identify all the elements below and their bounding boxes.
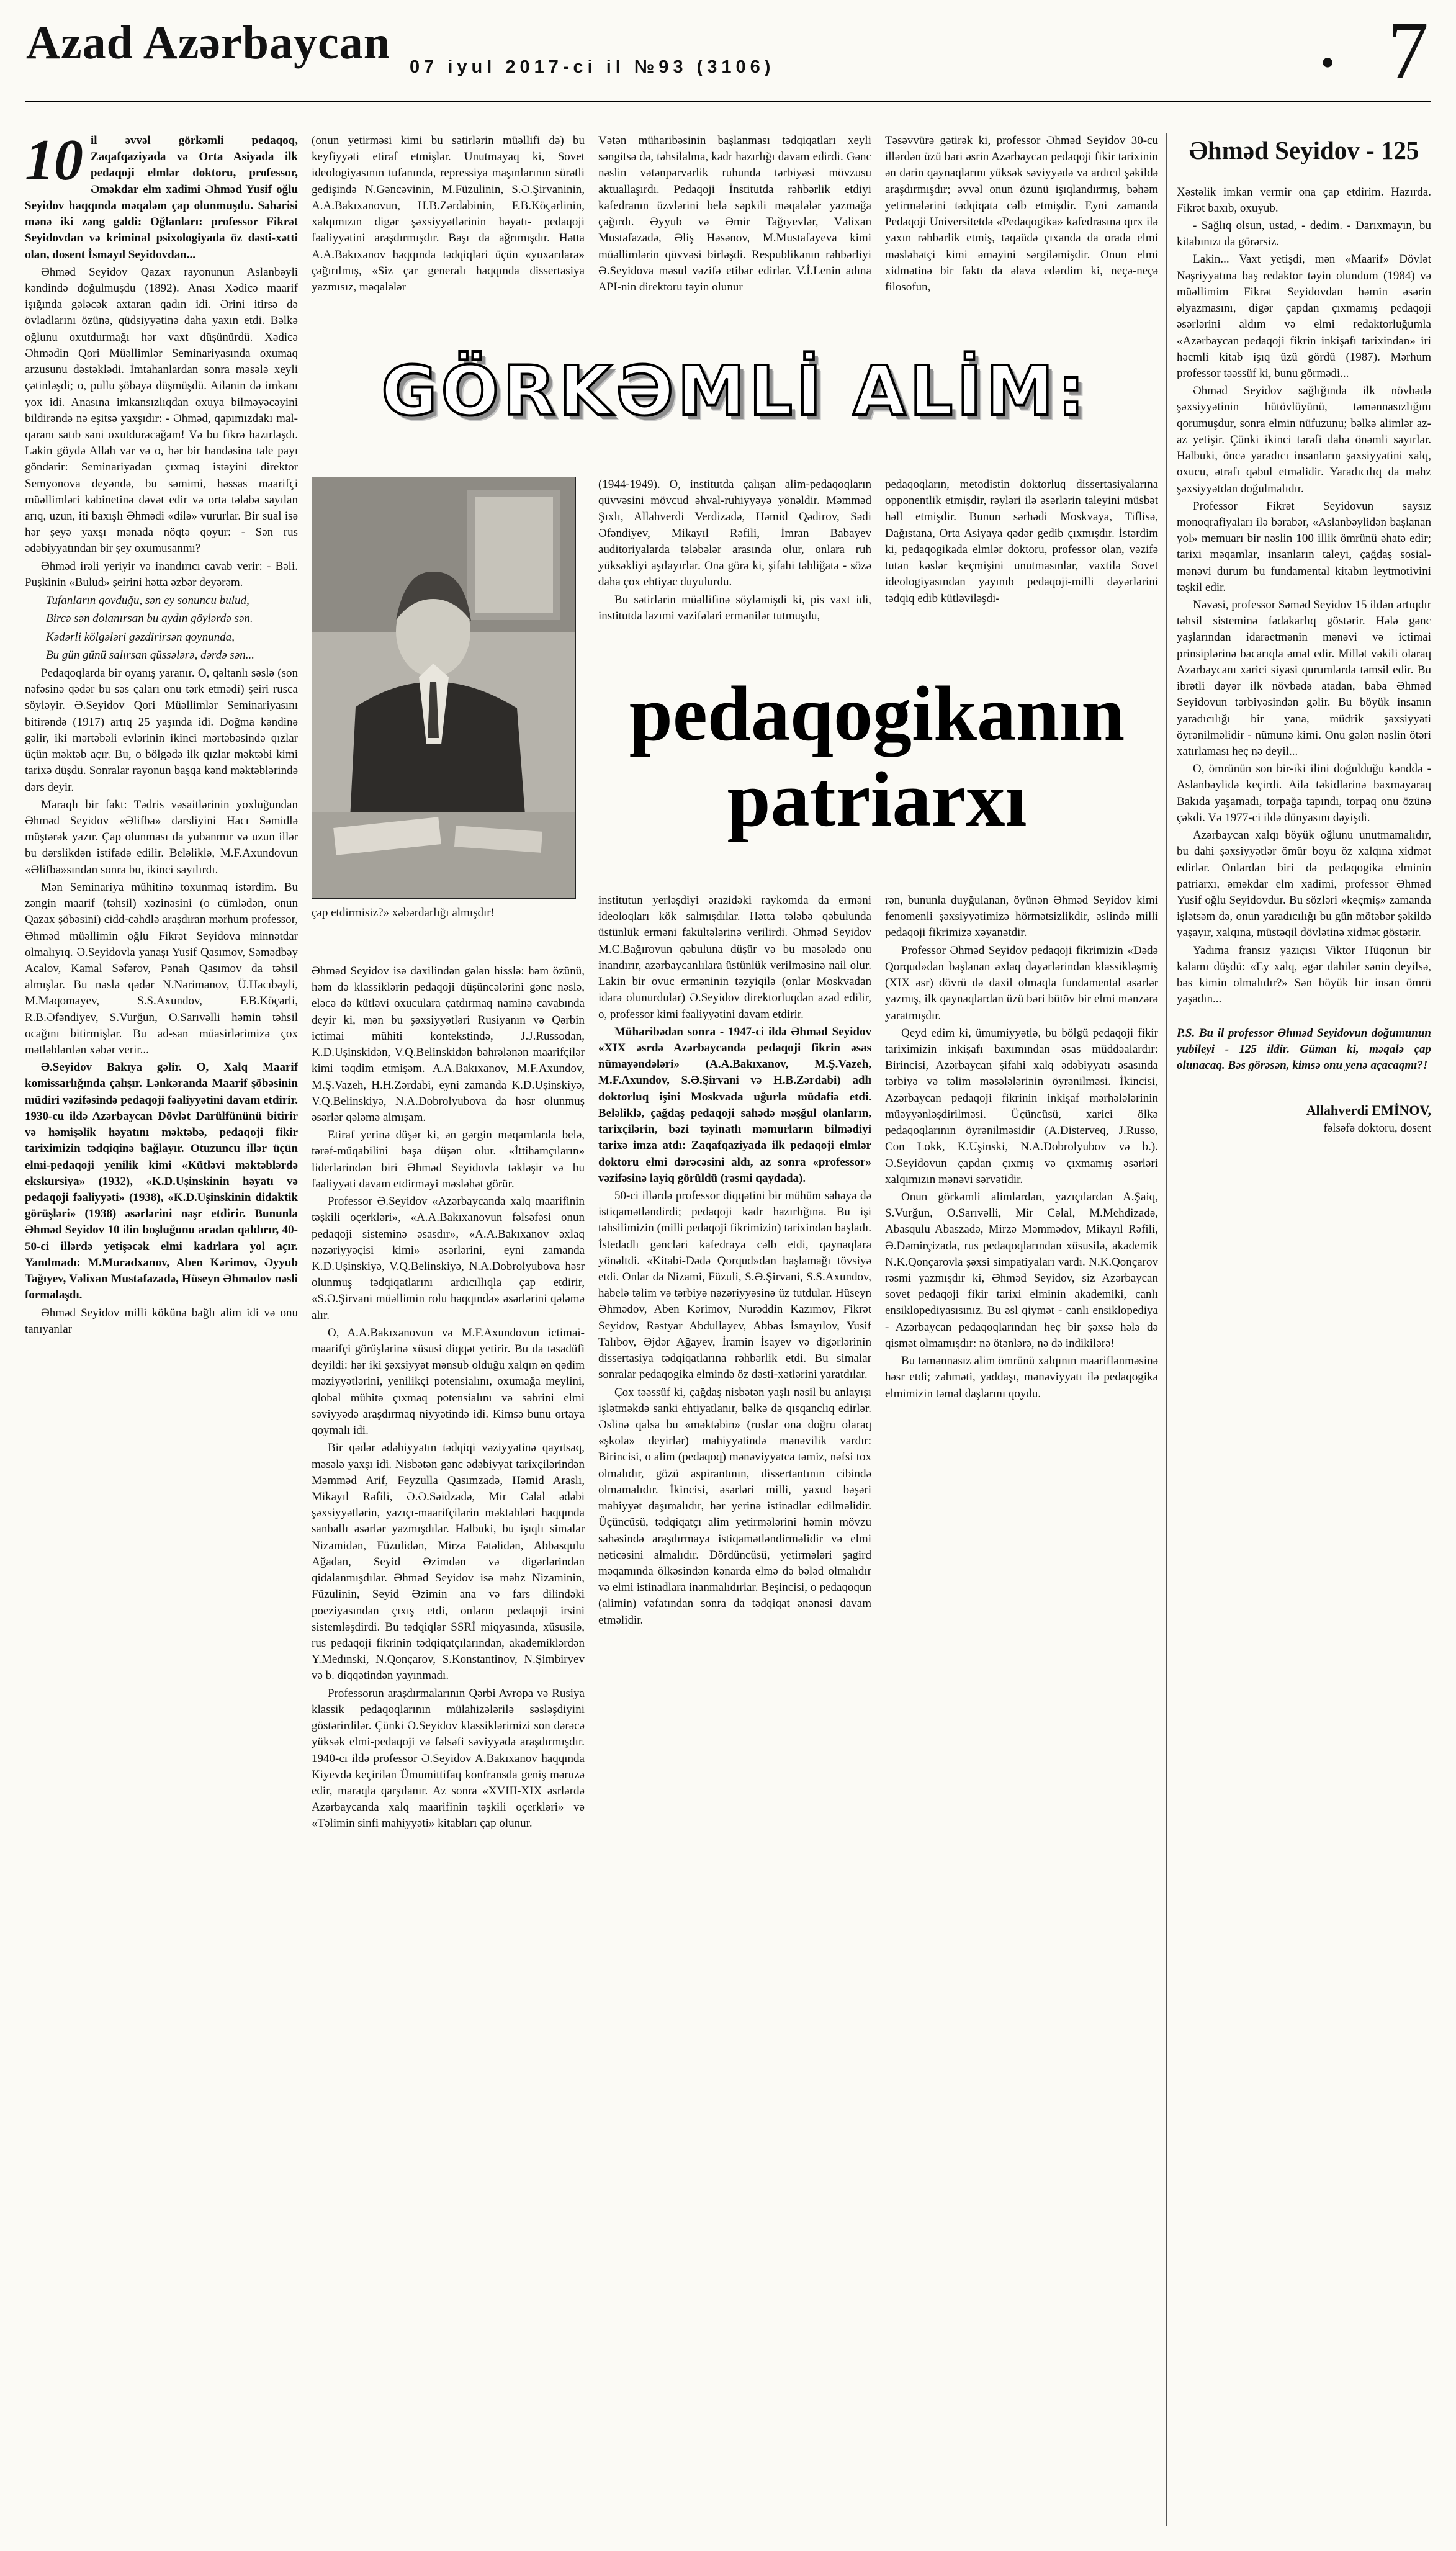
headline-line-2: patriarxı <box>727 757 1027 843</box>
paragraph: Əhməd Seyidov sağlığında ilk növbədə şəxsiyyətinin bütövlüyünü, təmənnasızlığını qorumuşdur, sonra elmin nüfuzunu; bəlkə alimlər az-az yetişir. Çünki ikinci tərəfi daha önəmli sayırlar. Halbuki, öncə yaradıcı insanların şəxsiyyətini xalq, oxucu, ətrafı qəbul etməlidir. Yaradıcılıq da məhz şəxsiyyətdən doğulmalıdır. <box>1177 384 1431 495</box>
paragraph: pedaqoqların, metodistin doktorluq dissertasiyalarına opponentlik etmişdir, rəyləri ilə əsərlərin taleyini müsbət həll etmişdir. Bunun sərhədi Moskvaya, Tiflisə, Dağıstana, Orta Asiyaya qədər gedib çıxmışdır. İstərdim ki, pedaqogikada elmlər doktoru, professor olan, vəzifə tutan kəslər keçmişini unutmasınlar, vaxtilə Sovet ideologiyasından yayınıb pedaqoji-milli dəyərlərini tədqiq edib kütləviləşdi- <box>885 478 1158 605</box>
paragraph: - Sağlıq olsun, ustad, - dedim. - Darıxmayın, bu kitabınızı da görərsiz. <box>1177 219 1431 249</box>
paragraph: (1944-1949). O, institutda çalışan alim-pedaqoqların qüvvəsini mövcud əhval-ruhiyyəyə yönəldir. Məmməd Şıxlı, Allahverdi Verdizadə, Həmid Qədirov, Sədi Əfəndiyev, Mikayıl Rəfili, İmran Babayev auditoriyalarda tələbələr arasında olur, onlara ruh yüksəkliyi aşılayırlar. Ona görə ki, şifahi təbliğata - sözə daha çox ehtiyac duyulurdu. <box>598 478 871 589</box>
paragraph: Professorun araşdırmalarının Qərbi Avropa və Rusiya klassik pedaqoqlarının mülahizələrilə səsləşdiyini göstərirdilər. Çünki Ə.Seyidov klassiklərimizi son dərəcə yüksək elmi-pedaqoji və fəlsəfi səviyyədə araşdırmışdır. 1940-cı ildə professor Ə.Seyidov A.Bakıxanov haqqında Kiyevdə keçirilən Ümumittifaq konfransda geniş məruzə edir, maraqla qarşılanır. Az sonra «XVIII-XIX əsrlərdə Azərbaycanda xalq maarifinin təşkili oçerkləri» və «Təlimin sinfi mahiyyəti» kitabları çap olunur. <box>312 1686 585 1830</box>
author-name: Allahverdi EMİNOV, <box>1306 1102 1431 1118</box>
text-column-3-middle <box>598 477 871 667</box>
paragraph: Tufanların qovduğu, sən ey sonuncu bulud, <box>46 594 249 608</box>
paragraph: Çox təəssüf ki, çağdaş nisbətən yaşlı nəsil bu anlayışı işlətməkdə sanki ehtiyatlanır, bəlkə də qısqanclıq edirlər. Əslinə qalsa bu «məktəbin» (ruslar ona doğru olaraq «şkola» deyirlər) mahiyyətində mənəvilik vardır: Birincisi, o alim (pedaqoq) mənəviyyatca təmiz, nəfsi tox olmalıdır, gözü aspirantının, dissertantının cibində olmamalıdır. İkincisi, əsərləri milli, yaxud bəşəri mahiyyət daşımalıdır, hər yerinə istinadlar edilməlidir. Üçüncüsü, tədqiqatçı alim yetirmələrini həmin mövzu sahəsində araşdırmaya istiqamətləndirməlidir və elmi nəticəsini almalıdır. Dördüncüsü, yetirmələri şagird məqamında ölkəsindən kənarda elmə də bələd olmalıdır və elmi istinadlara inanmalıdırlar. Beşincisi, o pedaqoqun (alimin) vəfatından sonra da tədqiqat ənənəsi davam etməlidir. <box>598 1385 871 1627</box>
paragraph: rən, bununla duyğulanan, öyünən Əhməd Seyidov kimi fenomenli şəxsiyyətimizə hörmətsizlikdir, əslində milli pedaqoji fikrimizə xəyanətdir. <box>885 894 1158 940</box>
paragraph: Vətən müharibəsinin başlanması tədqiqatları xeyli səngitsə də, təhsilalma, kadr hazırlığı davam edirdi. Gənc nəslin vətənpərvərlik ruhunda tərbiyəsi mövzusu aktuallaşırdı. Pedaqoji İnstitutda rəhbərlik etdiyi kafedranın üzvlərini belə səpkili məqalələr yazmağa çağırdı. Əyyub və Əmir Tağıyevlər, Vəlixan Mustafazadə, Əliş Həsənov, M.Mustafayeva kimi müəllimlərin qüvvəsi birləşdi. Respublikanın rəhbərliyi Ə.Seyidova məsul vəzifə etibar edirlər. V.İ.Lenin adına API-nin direktoru təyin olunur <box>598 134 871 294</box>
paragraph: (onun yetirməsi kimi bu sətirlərin müəllifi də) bu keyfiyyəti etiraf etmişlər. Unutmayaq ki, Sovet ideologiyasının tufanında, repressiya maşınlarının sürətli gedişində N.Gəncəvinin, M.Füzulinin, S.Ə.Şirvaninin, A.A.Bakıxanovun, H.B.Zərdabinin, F.B.Köçərlinin, xalqımızın digər şəxsiyyətlərinin həyatı- pedaqoji fəaliyyətini araşdırmışdır. Başı da ağrımışdır. Hətta A.A.Bakıxanov haqqında tədqiqləri üçün «yuxarılara» çağırılmış, «Siz çar generalı haqqında dissertasiya yazmısız, məqalələr <box>312 134 585 294</box>
paragraph: Müharibədən sonra - 1947-ci ildə Əhməd Seyidov «XIX əsrdə Azərbaycanda pedaqoji fikrin əsas nümayəndələri» (A.A.Bakıxanov, M.Ş.Vazeh, M.F.Axundov, S.Ə.Şirvani və H.B.Zərdabi) adlı doktorluq işini Moskvada uğurla müdafiə etdi. Beləliklə, çağdaş pedaqoji sahədə məşğul olanların, tarixçilərin, bəzi təyinatlı məmurların bilmədiyi tarixə imza atdı: Zaqafqaziyada ilk pedaqoji elmlər doktoru elmi dərəcəsini aldı, az sonra «professor» vəzifəsinə layiq görüldü (rəsmi qaydada). <box>598 1025 871 1185</box>
paragraph: Professor Ə.Seyidov «Azərbaycanda xalq maarifinin təşkili oçerkləri», «A.A.Bakıxanovun fəlsəfəsi onun pedaqoji sisteminə əsasdır», «A.A.Bakıxanov əxlaq nəzəriyyəçisi kimi» əsərlərini, eyni zamanda K.D.Uşinskiyə, V.Q.Belinskiyə, N.A.Dobrolyubova həsr olunmuş tədqiqatlarını ardıcıllıqla çap etdirir, «S.Ə.Şirvani müəllimin rolu haqqında» əsərlərini qələmə alır. <box>312 1195 585 1322</box>
drop-cap: 10 <box>25 133 83 192</box>
issue-dateline: 07 iyul 2017-ci il №93 (3106) <box>410 57 775 77</box>
paragraph: Xəstəlik imkan vermir ona çap etdirim. Hazırda. Fikrət baxıb, oxuyub. <box>1177 185 1431 215</box>
text-column-4-top <box>885 133 1158 348</box>
headline-line-1: pedaqogikanın <box>629 671 1125 757</box>
text-column-1 <box>25 133 298 2526</box>
article-kicker-headline: GÖRKƏMLİ ALİM: <box>381 351 1089 431</box>
paragraph: Bu gün günü salırsan qüssələrə, dərdə sən... <box>46 648 254 662</box>
paragraph: Mən Seminariya mühitinə toxunmaq istərdim. Bu zəngin maarif (təhsil) xəzinəsini (o cümlədən, onun Qazax şöbəsini) cidd-cəhdlə araşdıran mərhum professor, Əhməd müəllimin oğlu Fikrət Seyidova minnətdar olmalıyıq. Ə.Seyidovla yanaşı Yusif Qasımov, Səmədbəy Acalov, Kamal Səfərov, Pənah Qasımov da təhsil almışlar. Bu nəslə qədər N.Nərimanov, Ü.Hacıbəyli, M.Maqomayev, S.S.Axundov, F.B.Köçərli, R.B.Əfəndiyev, S.Vurğun, O.Sarıvəlli həmin təhsil ocağını bitirmişlər. Bu ad-san müasirlərimizə çox mətləblərdən xəbər verir... <box>25 880 298 1057</box>
paragraph: O, A.A.Bakıxanovun və M.F.Axundovun ictimai-maarifçi görüşlərinə xüsusi diqqət yetirir. Bu da təsadüfi deyildi: hər iki şəxsiyyət mənsub olduğu xalqın ən qədim məziyyətlərini, yenilikçi potensialını, oxumağa meylini, qlobal mühitə çıxmaq potensialını və səbrini elmi səviyyədə araşdırmaq niyyətində idi. Kimsə bunu ortaya qoymalı idi. <box>312 1326 585 1437</box>
paragraph: Bir qədər ədəbiyyatın tədqiqi vəziyyətinə qayıtsaq, məsələ yaxşı idi. Nisbətən gənc ədəbiyyat tarixçilərindən Məmməd Arif, Feyzulla Qasımzadə, Həmid Araslı, Mikayıl Rəfili, Ə.Ə.Səidzadə, Mir Cəlal ədəbi şəxsiyyətlərin, yazıçı-maarifçilərin məktəbləri haqqında sanballı əsərlər yazmışdılar. Halbuki, bu işıqlı simalar Nizamidən, Füzulidən, Mirzə Fətəlidən, Abbasqulu Ağadan, Seyid Əzimdən və digərlərindən qidalanmışdılar. Əhməd Seyidov isə məhz Nizaminin, Füzulinin, Seyid Əzimin ana və fars dilindəki poeziyasından çıxış etdi, onların pedaqoji irsini sistemləşdirdi. Bu tədqiqlər SSRİ miqyasında, xüsusilə, rus pedaqoji fikrinin tədqiqatçılarından, akademiklərdən Y.Medınski, N.Qonçarov, S.Konstantinov, N.Şimbiryev və b. diqqətindən yayınmadı. <box>312 1441 585 1683</box>
paragraph: institutun yerləşdiyi ərazidəki raykomda da erməni ideoloqları kök salmışdılar. Hətta tələbə qəbulunda üstünlük erməni fakültələrinə verilirdi. Əhməd Seyidov M.C.Bağırovun qəbuluna düşür və bu məsələdə onu inandırır, azərbaycanlılara üstünlük verilməsinə nail olur. Lakin bir ovuc erməninin təzyiqilə (onlar Moskvadan idarə olunurdular) Ə.Seyidov direktorluqdan azad edilir, o, professor kimi fəaliyyətini davam etdirir. <box>598 894 871 1021</box>
portrait-photo-image <box>312 477 575 898</box>
paragraph: Bu təmənnasız alim ömrünü xalqının maariflənməsinə həsr etdi; zəhməti, yaddaşı, mənəviyyatı ilə pedaqogika elmimizin təməl daşlarını qoydu. <box>885 1354 1158 1400</box>
paragraph: Yadıma fransız yazıçısı Viktor Hüqonun bir kəlamı düşdü: «Ey xalq, əgər dahilər sənin deyilsə, bəs kimin olmalıdır?» Sən böyük bir insan ömrü yaşadın... <box>1177 943 1431 1006</box>
paragraph: Professor Əhməd Seyidov pedaqoji fikrimizin «Dədə Qorqud»dan başlanan əxlaq dəyərlərindən klassikləşmiş (XIX əsr) dövrü də daxil olmaqla fundamental əsərlər yazmış, ilk qaynaqlardan üzü bəri bütöv bir elmi mənzərə yaratmışdır. <box>885 943 1158 1022</box>
paragraph: Ə.Seyidov Bakıya gəlir. O, Xalq Maarif komissarlığında çalışır. Lənkəranda Maarif şöbəsinin müdiri vəzifəsində pedaqoji fəaliyyətini davam etdirir. 1930-cu ildə Azərbaycan Dövlət Darülfününü bitirir və həmişəlik həyatını məktəbə, pedaqoji fikir tariximizin tədqiqinə bağlayır. Otuzuncu illər üçün elmi-pedaqoji yenilik kimi «Kütləvi məktəblərdə ekskursiya» (1932), «K.D.Uşinskinin həyatı və pedaqoji fəaliyyəti» (1938), «K.D.Uşinskinin didaktik görüşləri» (1938) əsərlərini nəşr etdirir. Bununla Əhməd Seyidov 10 ilin boşluğunu aradan qaldırır, 40-50-ci illərdə yetişəcək elmi kadrlara yol açır. Yanılmadı: M.Muradxanov, Aben Kərimov, Əyyub Tağıyev, Vəlixan Mustafazadə, Hüseyn Əhmədov nəsli formalaşdı. <box>25 1061 298 1302</box>
paragraph: 50-ci illərdə professor diqqətini bir mühüm sahəyə də istiqamətləndirdi; pedaqoji kadr hazırlığına. Bu işi təhsilimizin (milli pedaqoji fikrimizin) tarixindən başladı. İstedadlı gəncləri kafedraya cəlb etdi, qaynaqlara yönəltdi. «Kitabi-Dədə Qorqud»dan başlamağı tövsiyə etdi. Onlar da Nizami, Füzuli, S.Ə.Şirvani, S.S.Axundov, habelə təlim və tərbiyə nəzəriyyəsinə üz tutdular. Hüseyn Əhmədov, Aben Kərimov, Nurəddin Kazımov, Fikrət Seyidov, Rəstyar Abdullayev, Abbas İsmayılov, Yusif Talıbov, Əjdər Ağayev, İramin İsayev və digərlərinin dissertasiya tədqiqatlarına rəhbərlik etdi. Bu simalar sonralar pedaqogika elmində öz dəsti-xətlərini yaratdılar. <box>598 1189 871 1382</box>
paragraph: Professor Fikrət Seyidovun saysız monoqrafiyaları ilə bərabər, «Aslanbəylidən başlanan yol» memuarı bir nəslin 100 illik ömrünü əhatə edir; tarixi məqamlar, insanların taleyi, çağdaş sosial-mənəvi durum bu fundamental kitabın leytmotivini təşkil edir. <box>1177 499 1431 594</box>
paragraph: Əhməd Seyidov milli kökünə bağlı alim idi və onu tanıyanlar <box>25 1306 298 1336</box>
text-column-2-bottom <box>312 963 585 2526</box>
paragraph: Əhməd Seyidov Qazax rayonunun Aslanbəyli kəndində doğulmuşdu (1892). Anası Xədicə maarif işığında gələcək axtaran qadın idi. Ərini itirsə də övladlarını özünə, qüdsiyyətinə daha yaxın etdi. Bəlkə oğlunu oxutdurmağı hər vaxt düşünürdü. Xədicə Əhmədin Qori Müəllimlər Seminariyasında oxumaq arzusunu dəstəklədi. İmtahanlardan sonra məsələ xeyli çətinləşdi; o, pullu şöbəyə düşmüşdü. Ailənin də imkanı yox idi. Anasına imkansızlıqdan oxuya bilməyəcəyini bildirəndə nə eşitsə yaxşıdır: - Əhməd, qapımızdakı mal-qaranı satıb səni oxutduracağam! Və bu fikrə hazırlaşdı. Lakin göydə Allah var və o, hər bir bəndəsinə tale payı göndərir: Seminariyadan çıxmaq istəyini direktor Semyonova deyəndə, bu səmimi, həssas maarifçi müəllimləri kabinetinə dəvət edir və orta tələbə sayılan arıq, uzun, iti baxışlı Əhmədi «dilə» vururlar. Bir sual isə hər şeyə yaxşı mənada nöqtə qoyur: - Sən rus ədəbiyyatından bir şey oxumusanmı? <box>25 265 298 556</box>
text-column-4-bottom <box>885 893 1158 2526</box>
rubric-title: Əhməd Seyidov - 125 <box>1189 136 1419 164</box>
text-column-3-top <box>598 133 871 348</box>
paragraph: Kədərli kölgələri gəzdirirsən qoynunda, <box>46 630 235 644</box>
paragraph: Nəvəsi, professor Səməd Seyidov 15 ildən artıqdır təhsil sisteminə fədakarlıq göstərir. Hələ gənc yaşlarından idarəetmənin mənəvi və ictimai prinsiplərinə bacarıqla əməl edir. Millət vəkili olaraq Azərbaycanı xarici siyasi qurumlarda təmsil edir. Bu ibrətli dəyər ilk növbədə atadan, baba Əhməd Seyidovun tərbiyəsindən gəlir. Bu böyük insanın yaradıcılığı bir yana, müdrik şəxsiyyəti öyrənilməlidir - nümunə kimi. Onu gələn nəslin ötəri xatırlaması heç nə deyil... <box>1177 598 1431 758</box>
paragraph: Əhməd irəli yeriyir və inandırıcı cavab verir: - Bəli. Puşkinin «Bulud» şeirini hətta əzbər deyərəm. <box>25 559 298 589</box>
newspaper-masthead: Azad Azərbaycan <box>26 17 391 69</box>
paragraph: Maraqlı bir fakt: Tədris vəsaitlərinin yoxluğundan Əhməd Seyidov «Əlifba» dərsliyini Hacı Səmidlə müştərək yazır. Çap olunması da yubanmır və uzun illər bu dərslikdən istifadə edilir. Beləliklə, M.F.Axundovun «Əlifba»sından sonra bu, ikinci sayılırdı. <box>25 798 298 876</box>
page-number: 7 <box>1388 4 1429 96</box>
paragraph: Təsəvvürə gətirək ki, professor Əhməd Seyidov 30-cu illərdən üzü bəri əsrin Azərbaycan pedaqoji fikir tarixinin ən dərin qaynaqlarını yüksək səviyyədə və ardıcıl şəkildə araşdırmışdır; əvvəl onun özünü işıqlandırmış, bəhəm yetirmələrini tədqiqata cəlb etmişdir. Eyni zamanda Pedaqoji Universitetdə «Pedaqogika» kafedrasına qırx ilə yaxın rəhbərlik etmiş, təqaüdə çıxanda da orada elmi məsləhətçi kimi əməyini sərgiləmişdir. Onun elmi xidmətinə bir faktı da əlavə edərdim ki, neçə-neçə filosofun, <box>885 134 1158 294</box>
column-separator-rule <box>1166 133 1167 2526</box>
paragraph: Bircə sən dolanırsan bu aydın göylərdə sən. <box>46 612 253 626</box>
paragraph: O, ömrünün son bir-iki ilini doğulduğu kənddə - Aslanbəylidə keçirdi. Ailə təkidlərinə baxmayaraq Bakıda yaşamadı, torpağa tapındı, torpaq onu özünə çəkdi. Və 1977-ci ildə dünyasını dəyişdi. <box>1177 762 1431 824</box>
header-rule <box>25 101 1431 102</box>
paragraph: Pedaqoqlarda bir oyanış yaranır. O, qəltanlı səslə (son nəfəsinə qədər bu səs çaları onu tərk etmədi) şeiri rusca söyləyir. Ə.Seyidov Qori Müəllimlər Seminariyasını bitirəndə (1917) artıq 25 yaşında idi. Doğma kəndinə gəlir, iki mərtəbəli evlərinin ikinci mərtəbəsində qızlar üçün məktəb açır. Bu, o bölgədə ilk qızlar məktəbi kimi tarixə düşdü. Sonralar rayonun başqa kənd məktəblərində dərs deyir. <box>25 667 298 794</box>
text-column-4-middle <box>885 477 1158 667</box>
paragraph: 10 il əvvəl görkəmli pedaqoq, Zaqafqaziyada və Orta Asiyada ilk pedaqoji elmlər doktoru, professor, Əməkdar elm xadimi Əhməd Yusif oğlu Seyidov haqqında məqaləm çap olunmuşdu. Səhərisi mənə iki zəng gəldi: Oğlanları: professor Fikrət Seyidovdan və kriminal psixologiyada öz dəsti-xətti olan, dosent İsmayıl Seyidovdan... <box>25 133 298 261</box>
paragraph: Qeyd edim ki, ümumiyyətlə, bu bölgü pedaqoji fikir tariximizin inkişafı baxımından əsas müddəalardır: Birincisi, Azərbaycan şifahi xalq ədəbiyyatı əsasında tərbiyə və təlim məsələlərinin öyrənilməsi. İkincisi, Azərbaycan pedaqoji fikrinin inkişaf mərhələlərinin müəyyənləşdirilməsi. Üçüncüsü, xarici ölkə pedaqoqlarının öyrənilməsidir (A.Disterveq, J.Russo, Con Lokk, K.Uşinski, N.A.Dobrolyubov və b.). Ə.Seyidovun çapdan çıxmış və çıxmamış əsərləri xalqımızın mənəvi sərvətidir. <box>885 1026 1158 1186</box>
paragraph: Etiraf yerinə düşər ki, ən gərgin məqamlarda belə, tərəf-müqabilini başa düşən olur. «İttihamçıların» liderlərindən biri Əhməd Seyidovla təkləşir və bu fəaliyyəti davam etdirməyi məsləhət görür. <box>312 1128 585 1190</box>
text-column-3-bottom <box>598 893 871 2526</box>
paragraph: Əhməd Seyidov isə daxilindən gələn hisslə: həm özünü, həm də klassiklərin pedaqoji düşüncələrini gənc nəslə, eləcə də kütləvi oxuculara çatdırmaq naminə cavabında deyir ki, mən bu şəxsiyyətləri Rusiyanın və Qərbin ictimai mühiti kontekstində, J.J.Russodan, K.D.Uşinskidən, V.Q.Belinskidən bəhrələnən maarifçilər kimi təqdim etmişəm. A.A.Bakıxanov, M.F.Axundov, M.Ş.Vazeh, H.H.Zərdabi, eyni zamanda K.D.Uşinskiyə, V.Q.Belinskiyə, N.A.Dobrolyubova da həsr olunmuş əsərlər qələmə almışam. <box>312 965 585 1124</box>
rubric-column-body <box>1177 184 1431 1074</box>
paragraph: Azərbaycan xalqı böyük oğlunu unutmamalıdır, bu dahi şəxsiyyətlər ömür boyu öz xalqına xidmət edirlər. Onlardan biri də pedaqogika elminin patriarxı, əməkdar elm xadimi, professor Əhməd Yusif oğlu Seyidovdur. Bu sözləri «keçmiş» zamanda işlətsəm də, onun yaradıcılığı bu gün mötəbər şəkildə yaşayır, xalqına, müstəqil dövlətinə xidmət göstərir. <box>1177 829 1431 940</box>
author-title: fəlsəfə doktoru, dosent <box>1323 1121 1431 1135</box>
paragraph: Bu sətirlərin müəllifinə söyləmişdi ki, pis vaxt idi, institutda lazımi vəzifələri ermənilər tutmuşdu, <box>598 593 871 623</box>
rubric-column <box>1177 133 1431 2526</box>
article-main-headline <box>583 671 1171 843</box>
portrait-photo <box>312 477 576 899</box>
paragraph: Onun görkəmli alimlərdən, yazıçılardan A.Şaiq, S.Vurğun, O.Sarıvəlli, Mir Cəlal, M.Mehdizadə, Abasqulu Abaszadə, Mirzə Məmmədov, Mikayıl Rəfili, Ə.Dəmirçizadə, rus pedaqoqlarından xüsusilə, akademik N.K.Qonçarovla şəxsi simpatiyaları vardı. N.K.Qonçarov rəsmi yazmışdır ki, Əhməd Seyidov, siz Azərbaycan sovet pedaqoji fikir tarixi elminin akademiki, canlı ensiklopediyasısınız. Bu əsl qiymət - canlı ensiklopediya - Azərbaycan pedaqoqlarından heç bir şəxsə hələ də qismət olmamışdır: nə ötənlərə, nə də indikilərə! <box>885 1190 1158 1350</box>
author-signature <box>1177 1101 1431 1136</box>
paragraph: Lakin... Vaxt yetişdi, mən «Maarif» Dövlət Nəşriyyatına baş redaktor təyin olundum (1984) və müəllimim Fikrət Seyidovdan həmin əsərin əlyazmasını, digər çapdan çıxmamış pedaqoji əsərlərini aldım və elmi redaktorluğumla «Azərbaycan pedaqoji fikrin inkişafı tarixindən» iri həcmli kitab işıq üzü gördü (1987). Mərhum professor təəssüf ki, bunu görmədi... <box>1177 253 1431 380</box>
text-column-2-top <box>312 133 585 348</box>
photo-caption: çap etdirmisiz?» xəbərdarlığı almışdır! <box>312 906 495 919</box>
paragraph: P.S. Bu il professor Əhməd Seyidovun doğumunun yubileyi - 125 ildir. Güman ki, məqalə çap olunacaq. Bəs görəsən, kimsə onu yenə açacaqmı?! <box>1177 1026 1431 1072</box>
page-number-bullet-icon: ● <box>1321 49 1334 74</box>
